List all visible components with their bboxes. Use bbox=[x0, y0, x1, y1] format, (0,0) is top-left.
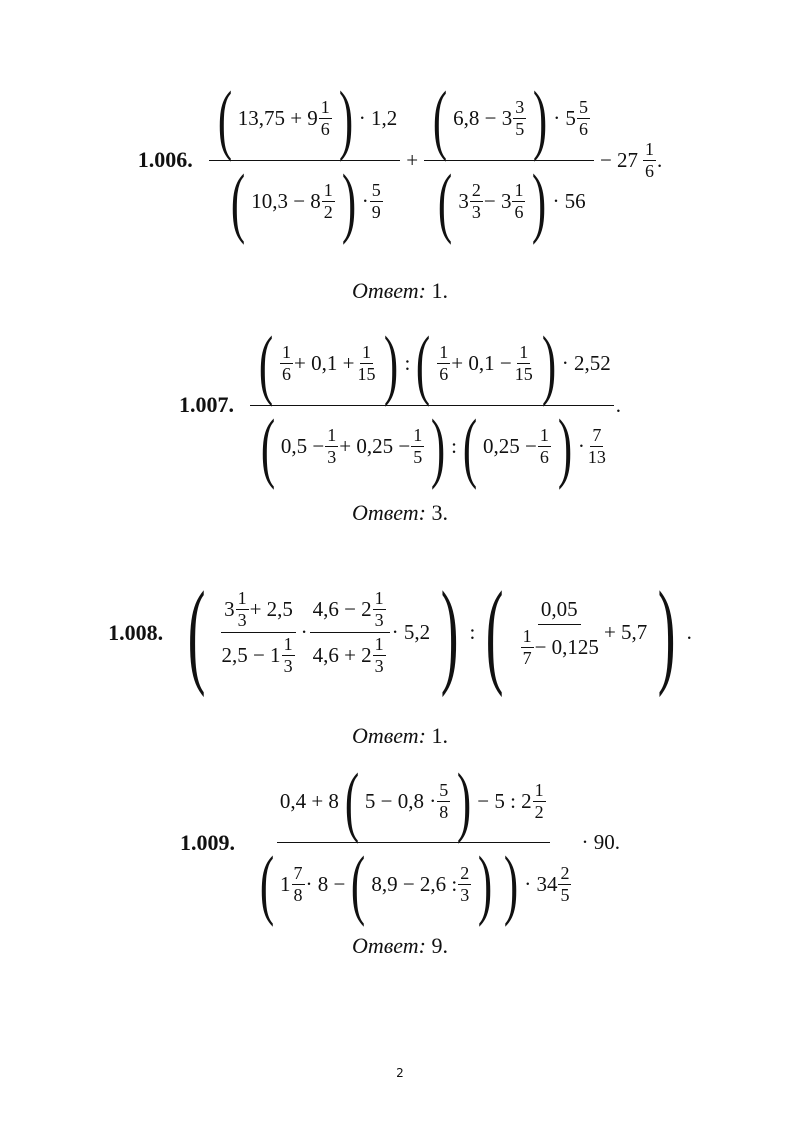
parenthesis: ( bbox=[416, 319, 431, 407]
parenthesis: ) bbox=[532, 157, 547, 245]
parenthesis: ( bbox=[486, 566, 504, 698]
parenthesis: ( bbox=[217, 74, 232, 162]
problem-1006 bbox=[0, 74, 800, 245]
expression: ( 3 $\frac{1}{3}$ + 2,5 2,5 − 1 $\frac{1}{3}$ · 4,6 − 2 $\frac{1}{3}$ 4,6 + 2 $\frac{1}{3}$ · 5,2 ) : ( 0,05 $\frac{1}{7}$ − 0,125 + 5,7 ) . bbox=[187, 566, 692, 698]
answer-1007: Ответ: 3. bbox=[351, 500, 448, 525]
parenthesis: ) bbox=[504, 840, 519, 927]
parenthesis: ) bbox=[541, 319, 556, 407]
problem-number: 1.007. bbox=[179, 392, 235, 417]
page-number: 2 bbox=[396, 1066, 404, 1080]
parenthesis: ) bbox=[341, 157, 356, 245]
parenthesis: ) bbox=[440, 566, 459, 698]
parenthesis: ( bbox=[462, 402, 478, 490]
answer-1006: Ответ: 1. bbox=[351, 278, 448, 303]
fraction: ( $\frac{1}{6}$ + 0,1 + $\frac{1}{15}$ ) : ( $\frac{1}{6}$ + 0,1 − $\frac{1}{15}$ ) · 2,52 ( 0,5 − $\frac{1}{3}$ + 0,25 − $\frac{1}{5}$ ) : ( 0,25 − $\frac{1}{6}$ ) · $\frac{7}{13}$ bbox=[250, 325, 614, 486]
parenthesis: ) bbox=[533, 74, 548, 162]
parenthesis: ( bbox=[231, 157, 246, 245]
parenthesis: ( bbox=[258, 319, 274, 407]
fraction: 4,6 − 2 $\frac{1}{3}$ 4,6 + 2 $\frac{1}{3}$ bbox=[310, 589, 390, 676]
fraction: 3 $\frac{1}{3}$ + 2,5 2,5 − 1 $\frac{1}{3}$ bbox=[218, 589, 298, 676]
parenthesis: ) bbox=[384, 319, 399, 407]
parenthesis: ( bbox=[344, 757, 360, 844]
parenthesis: ( bbox=[260, 402, 276, 490]
parenthesis: ) bbox=[338, 74, 353, 162]
expression: ( 13,75 + 9 $\frac{1}{6}$ ) · 1,2 ( 10,3 − 8 $\frac{1}{2}$ ) · $\frac{5}{9}$ + ( 6,8 − 3 $\frac{3}{5}$ ) · 5 $\frac{5}{6}$ ( 3 $\frac{2}{3}$ − 3 $\frac{1}{6}$ ) · 56 − 27 $\frac{1}{6}$ . bbox=[207, 80, 663, 241]
parenthesis: ( bbox=[438, 157, 453, 245]
problem-1007 bbox=[0, 320, 800, 490]
answer-1009: Ответ: 9. bbox=[351, 933, 448, 958]
expression: ( $\frac{1}{6}$ + 0,1 + $\frac{1}{15}$ ) : ( $\frac{1}{6}$ + 0,1 − $\frac{1}{15}$ ) · 2,52 ( 0,5 − $\frac{1}{3}$ + 0,25 − $\frac{1}{5}$ ) : ( 0,25 − $\frac{1}{6}$ ) · $\frac{7}{13}$ . bbox=[248, 325, 621, 486]
problem-1009 bbox=[0, 757, 800, 927]
expression: 0,4 + 8 ( 5 − 0,8 · $\frac{5}{8}$ ) − 5 : 2 $\frac{1}{2}$ ( 1 $\frac{7}{8}$ · 8 − ( 8,9 − 2,6 : $\frac{2}{3}$ ) ) · 34 $\frac{2}{5}$ · 90. bbox=[249, 762, 620, 923]
fraction: 0,05 $\frac{1}{7}$ − 0,125 bbox=[522, 597, 599, 668]
fraction: ( 6,8 − 3 $\frac{3}{5}$ ) · 5 $\frac{5}{6}$ ( 3 $\frac{2}{3}$ − 3 $\frac{1}{6}$ ) · 56 bbox=[424, 80, 594, 241]
parenthesis: ( bbox=[187, 566, 206, 698]
parenthesis: ( bbox=[259, 840, 275, 927]
answer-1008: Ответ: 1. bbox=[351, 723, 448, 748]
problem-number: 1.009. bbox=[180, 829, 236, 855]
parenthesis: ) bbox=[658, 566, 676, 698]
parenthesis: ) bbox=[431, 402, 446, 490]
fraction: 0,4 + 8 ( 5 − 0,8 · $\frac{5}{8}$ ) − 5 : 2 $\frac{1}{2}$ ( 1 $\frac{7}{8}$ · 8 − ( 8,9 − 2,6 : $\frac{2}{3}$ ) ) · 34 $\frac{2}{5}$ bbox=[259, 757, 570, 927]
fraction: ( 13,75 + 9 $\frac{1}{6}$ ) · 1,2 ( 10,3 − 8 $\frac{1}{2}$ ) · $\frac{5}{9}$ bbox=[209, 80, 401, 241]
parenthesis: ( bbox=[351, 840, 366, 927]
parenthesis: ( bbox=[432, 74, 448, 162]
parenthesis: ) bbox=[557, 402, 572, 490]
problem-number: 1.008. bbox=[108, 619, 164, 645]
problem-number: 1.006. bbox=[137, 147, 193, 172]
problem-1008 bbox=[0, 560, 800, 705]
parenthesis: ) bbox=[478, 840, 493, 927]
parenthesis: ) bbox=[457, 757, 472, 844]
